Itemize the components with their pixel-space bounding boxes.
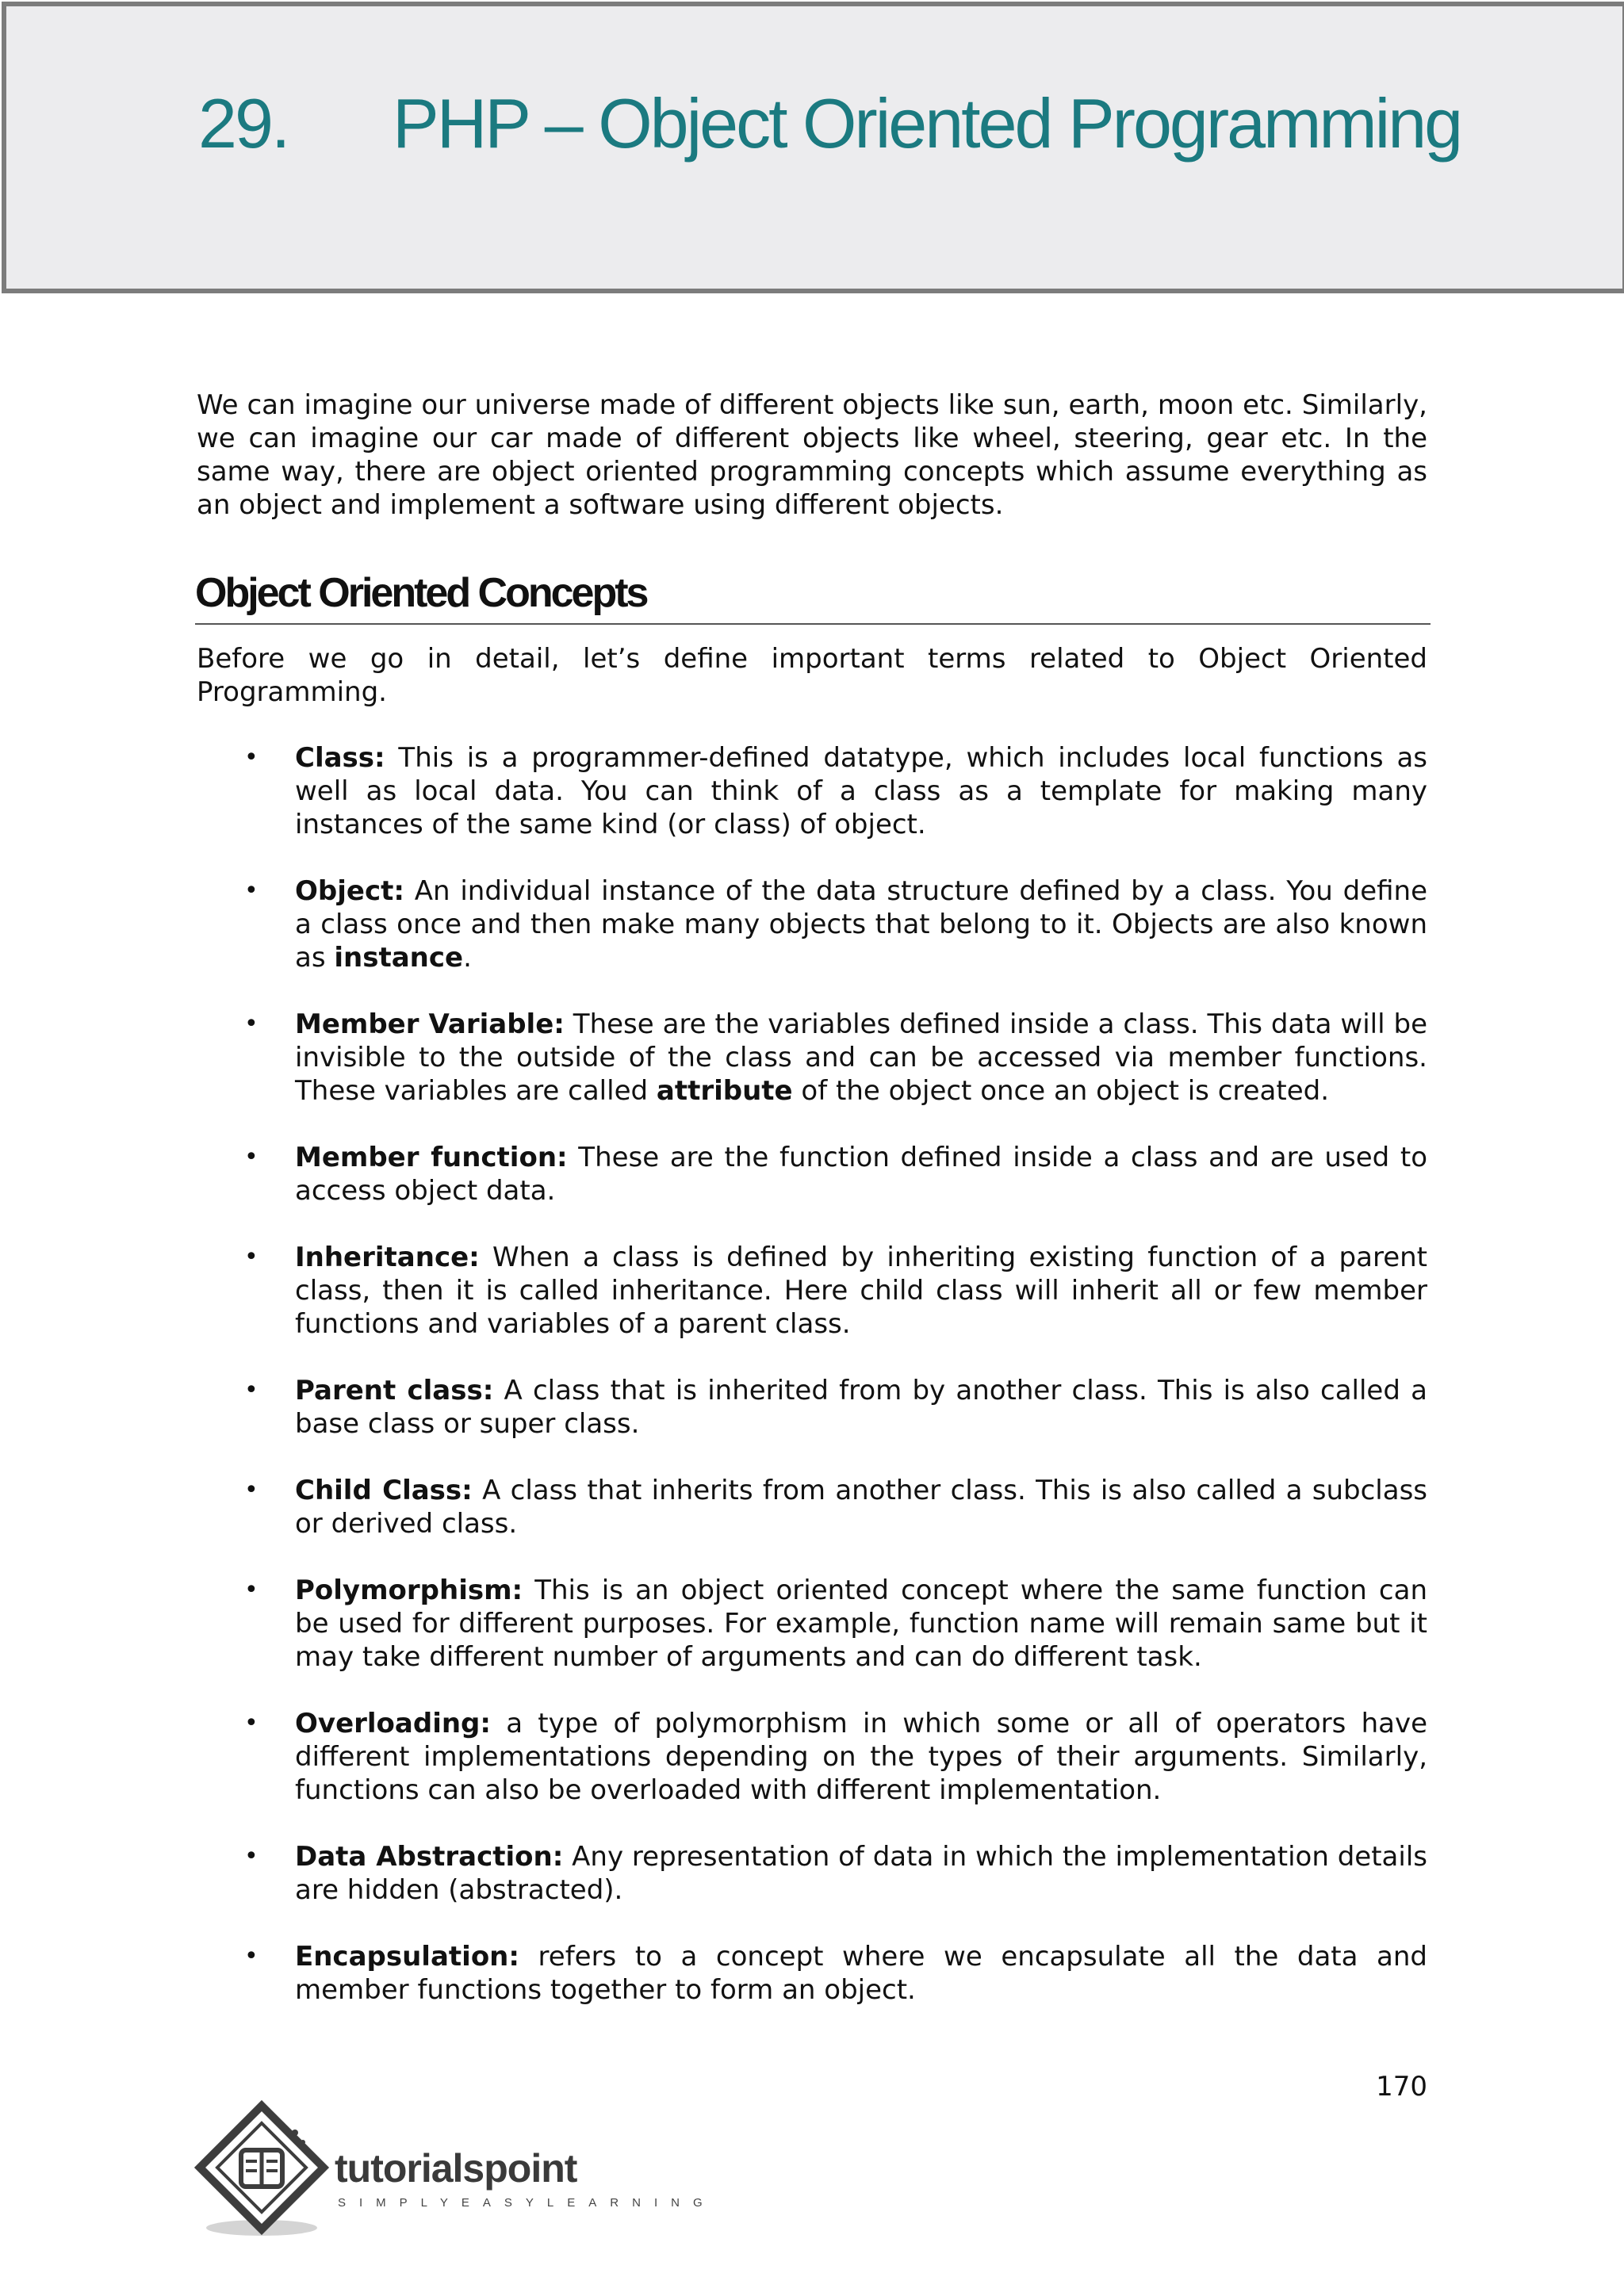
bullet: • [244, 744, 259, 771]
concept-item-polymorphism [197, 1574, 1427, 1674]
concept-term: Object: [295, 875, 404, 907]
concept-term: Member Variable: [295, 1008, 565, 1040]
concept-text: Any representation of data in which the implementation details are hidden (abstracted). [295, 1841, 1427, 1906]
concept-item-encapsulation [197, 1940, 1427, 2007]
concept-term: Child Class: [295, 1475, 473, 1506]
bullet: • [244, 1576, 259, 1604]
bullet: • [244, 1243, 259, 1271]
concept-text: This is an object oriented concept where the same function can be used for different purposes. For example, function name will remain same but it may take different number of arguments and can do different task. [295, 1575, 1427, 1673]
concept-item-object [197, 874, 1427, 974]
bullet: • [244, 1376, 259, 1404]
concept-text: This is a programmer-defined datatype, which includes local functions as well as local data. You can think of a class as a template for making many instances of the same kind (or class) of object. [295, 742, 1427, 840]
tutorialspoint-logo [190, 2099, 716, 2242]
concept-tail: of the object once an object is created. [792, 1075, 1330, 1107]
concept-term: Encapsulation: [295, 1941, 519, 1973]
concept-bold-word: instance [334, 942, 464, 974]
concept-text: refers to a concept where we encapsulate all the data and member functions together to form an object. [295, 1941, 1427, 2006]
concept-item-member-variable [197, 1008, 1427, 1108]
concept-text: An individual instance of the data structure defined by a class. You define a class once and then make many objects that belong to it. Objects are also known as [295, 875, 1427, 974]
logo-word-main: tutorials [335, 2146, 485, 2191]
concept-text: When a class is defined by inheriting existing function of a parent class, then it is called inheritance. Here child class will inherit all or few member functions and variables of a parent class. [295, 1242, 1427, 1340]
concept-item-overloading [197, 1707, 1427, 1807]
section-lead-paragraph: Before we go in detail, let’s define important terms related to Object Oriented Programming. [197, 643, 1427, 708]
concept-term: Overloading: [295, 1708, 491, 1739]
logo-tagline: SIMPLYEASYLEARNING [338, 2196, 716, 2210]
concept-text: These are the function defined inside a class and are used to access object data. [295, 1142, 1427, 1207]
concept-item-inheritance [197, 1241, 1427, 1341]
intro-paragraph: We can imagine our universe made of different objects like sun, earth, moon etc. Similarly, we can imagine our car made of different objects like wheel, steering, gear etc. In the same way, there are object oriented programming concepts which assume everything as an object and implement a software using different objects. [197, 389, 1427, 521]
logo-word-accent: point [484, 2146, 577, 2191]
section-heading: Object Oriented Concepts [195, 572, 1431, 625]
chapter-number: 29. [198, 84, 289, 163]
page-number: 170 [1376, 2071, 1427, 2103]
concept-text: These are the variables defined inside a class. This data will be invisible to the outside of the class and can be accessed via member functions. These variables are called [295, 1008, 1428, 1107]
concept-text: A class that inherits from another class. This is also called a subclass or derived class. [295, 1475, 1428, 1540]
bullet: • [244, 1843, 259, 1870]
bullet: • [244, 1010, 259, 1038]
concept-item-class [197, 741, 1427, 841]
concept-term: Class: [295, 742, 385, 774]
concept-term: Data Abstraction: [295, 1841, 564, 1873]
concept-bold-word: attribute [656, 1075, 793, 1107]
bullet: • [244, 877, 259, 905]
concept-item-member-function [197, 1141, 1427, 1207]
concept-text: A class that is inherited from by another class. This is also called a base class or super class. [295, 1375, 1427, 1440]
concept-list [197, 741, 1427, 2040]
concept-text: a type of polymorphism in which some or all of operators have different implementations depending on the types of their arguments. Similarly, functions can also be overloaded with different implementation. [295, 1708, 1427, 1806]
concept-term: Member function: [295, 1142, 568, 1173]
concept-term: Polymorphism: [295, 1575, 523, 1606]
bullet: • [244, 1942, 259, 1970]
logo-diamond-icon [190, 2099, 333, 2242]
bullet: • [244, 1143, 259, 1171]
logo-wordmark [335, 2145, 576, 2191]
concept-tail: . [463, 942, 472, 974]
bullet: • [244, 1476, 259, 1504]
chapter-title-text: PHP – Object Oriented Programming [393, 84, 1461, 163]
concept-term: Parent class: [295, 1375, 494, 1406]
concept-item-child-class [197, 1474, 1427, 1540]
concept-item-parent-class [197, 1374, 1427, 1441]
chapter-title [198, 84, 1461, 163]
concept-term: Inheritance: [295, 1242, 480, 1273]
concept-item-data-abstraction [197, 1840, 1427, 1907]
bullet: • [244, 1709, 259, 1737]
